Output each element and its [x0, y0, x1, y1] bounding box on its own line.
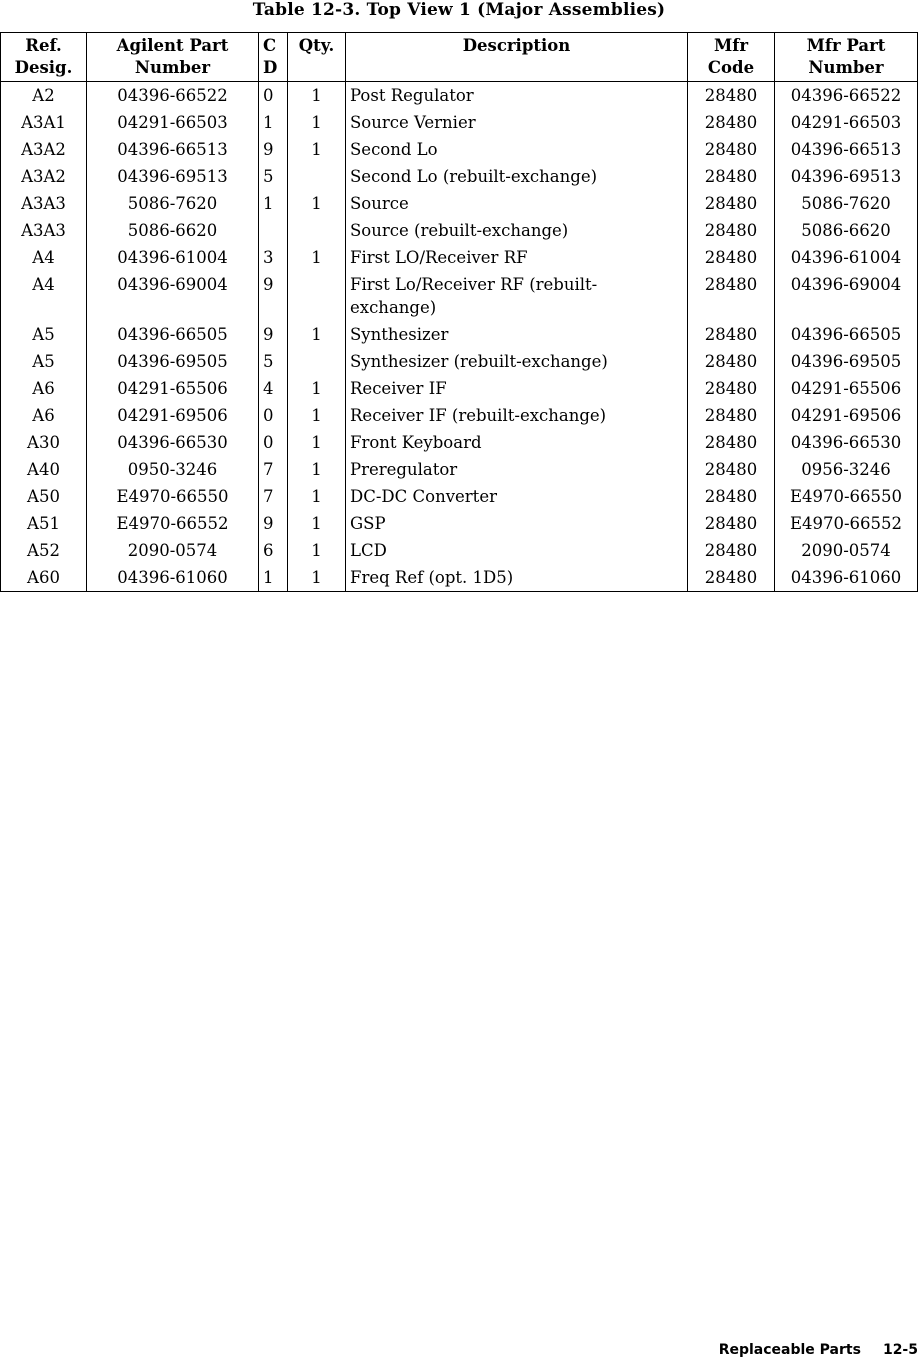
cell-mfr-part: 04396-61060 — [775, 564, 918, 592]
cell-ref: A40 — [27, 460, 60, 479]
cell-mfr-code: 28480 — [688, 375, 775, 402]
qty-header: Qty. — [298, 36, 335, 55]
cell-description: Synthesizer — [346, 321, 688, 348]
cell-ref: A52 — [27, 541, 60, 560]
cell-mfr-part: 04396-66513 — [775, 136, 918, 163]
cell-description: Preregulator — [346, 456, 688, 483]
cell-mfr-code: 28480 — [688, 109, 775, 136]
column-header-qty — [288, 33, 346, 82]
table-row — [1, 456, 918, 483]
cell-description: Source — [346, 190, 688, 217]
table-row — [1, 429, 918, 456]
cell-mfr-code: 28480 — [688, 321, 775, 348]
table-row — [1, 109, 918, 136]
column-header-mfr-code — [688, 33, 775, 82]
cell-description: First LO/Receiver RF — [346, 244, 688, 271]
cell-cd: 3 — [259, 244, 288, 271]
cell-part: 04396-61060 — [87, 564, 259, 592]
cell-cd: 0 — [259, 82, 288, 110]
cell-qty: 1 — [288, 321, 346, 348]
cell-mfr-code: 28480 — [688, 456, 775, 483]
cell-ref: A3A1 — [21, 113, 66, 132]
cell-mfr-part: 04396-69505 — [775, 348, 918, 375]
cell-mfr-part: 5086-6620 — [775, 217, 918, 244]
cell-qty: 1 — [288, 429, 346, 456]
cell-part: 04291-69506 — [87, 402, 259, 429]
cell-ref: A3A2 — [21, 167, 66, 186]
table-row — [1, 82, 918, 110]
cell-description: Second Lo — [346, 136, 688, 163]
cell-mfr-code: 28480 — [688, 190, 775, 217]
cell-cd: 1 — [259, 190, 288, 217]
mfr-code-header-line2: Code — [707, 58, 755, 77]
cell-part: 04396-69505 — [87, 348, 259, 375]
cd-header-line2: D — [263, 58, 278, 77]
column-header-agilent-part — [87, 33, 259, 82]
cell-mfr-part: 04291-65506 — [775, 375, 918, 402]
cell-cd: 1 — [259, 109, 288, 136]
table-row — [1, 217, 918, 244]
cell-qty: 1 — [288, 375, 346, 402]
cell-ref: A5 — [32, 352, 55, 371]
cell-cd: 0 — [259, 402, 288, 429]
ref-header-line2: Desig. — [14, 58, 73, 77]
cell-mfr-part: 0956-3246 — [775, 456, 918, 483]
cell-qty: 1 — [288, 564, 346, 592]
cell-cd — [259, 217, 288, 244]
cell-part: 04396-66513 — [87, 136, 259, 163]
cell-qty: 1 — [288, 402, 346, 429]
table-row — [1, 321, 918, 348]
table-row — [1, 375, 918, 402]
cell-description: Post Regulator — [346, 82, 688, 110]
cell-mfr-part: 2090-0574 — [775, 537, 918, 564]
cell-part: E4970-66550 — [87, 483, 259, 510]
cell-qty — [288, 348, 346, 375]
cell-mfr-code: 28480 — [688, 348, 775, 375]
cell-ref: A60 — [27, 568, 60, 587]
cell-cd: 0 — [259, 429, 288, 456]
cell-part: 04396-69513 — [87, 163, 259, 190]
table-row — [1, 244, 918, 271]
table-row — [1, 163, 918, 190]
cell-mfr-part: 04396-61004 — [775, 244, 918, 271]
cell-part: 04291-65506 — [87, 375, 259, 402]
cell-mfr-code: 28480 — [688, 82, 775, 110]
table-row — [1, 271, 918, 321]
table-row — [1, 348, 918, 375]
cell-mfr-code: 28480 — [688, 271, 775, 321]
cell-ref: A30 — [27, 433, 60, 452]
cell-qty: 1 — [288, 537, 346, 564]
cell-mfr-code: 28480 — [688, 217, 775, 244]
cell-qty: 1 — [288, 136, 346, 163]
agilent-header-line1: Agilent Part — [116, 36, 229, 55]
cell-part: 04396-66530 — [87, 429, 259, 456]
cell-cd: 5 — [259, 348, 288, 375]
cell-part: 04291-66503 — [87, 109, 259, 136]
table-row — [1, 402, 918, 429]
mfr-part-header-line2: Number — [808, 58, 884, 77]
cell-part: 04396-61004 — [87, 244, 259, 271]
cell-part: 04396-69004 — [87, 271, 259, 321]
cell-description: GSP — [346, 510, 688, 537]
cell-description: LCD — [346, 537, 688, 564]
cell-qty — [288, 163, 346, 190]
cell-description: DC-DC Converter — [346, 483, 688, 510]
table-title: Table 12-3. Top View 1 (Major Assemblies) — [252, 0, 666, 20]
column-header-cd — [259, 33, 288, 82]
cell-ref: A50 — [27, 487, 60, 506]
cell-mfr-part: 04396-66505 — [775, 321, 918, 348]
column-header-ref-desig — [1, 33, 87, 82]
cell-mfr-part: 04396-69513 — [775, 163, 918, 190]
cell-mfr-part: 04396-66530 — [775, 429, 918, 456]
cell-part: 2090-0574 — [87, 537, 259, 564]
description-header: Description — [462, 36, 571, 55]
cell-mfr-part: 04396-69004 — [775, 271, 918, 321]
cell-part: 04396-66505 — [87, 321, 259, 348]
cell-mfr-part: E4970-66552 — [775, 510, 918, 537]
cell-part: E4970-66552 — [87, 510, 259, 537]
table-row — [1, 564, 918, 592]
page-footer — [719, 1342, 918, 1358]
cell-ref: A51 — [27, 514, 60, 533]
cell-qty — [288, 217, 346, 244]
mfr-code-header-line1: Mfr — [713, 36, 749, 55]
cell-part: 5086-7620 — [87, 190, 259, 217]
cell-ref: A4 — [32, 275, 55, 294]
cell-mfr-code: 28480 — [688, 244, 775, 271]
cell-cd: 7 — [259, 483, 288, 510]
cell-qty: 1 — [288, 109, 346, 136]
column-header-description — [346, 33, 688, 82]
cell-part: 0950-3246 — [87, 456, 259, 483]
cell-qty: 1 — [288, 190, 346, 217]
table-row — [1, 537, 918, 564]
cell-ref: A3A2 — [21, 140, 66, 159]
cell-ref: A2 — [32, 86, 55, 105]
cell-description: First Lo/Receiver RF (rebuilt-exchange) — [346, 271, 688, 321]
cell-mfr-part: 04291-66503 — [775, 109, 918, 136]
cell-cd: 5 — [259, 163, 288, 190]
cell-mfr-part: E4970-66550 — [775, 483, 918, 510]
cd-header-line1: C — [263, 36, 277, 55]
cell-mfr-part: 04291-69506 — [775, 402, 918, 429]
column-header-mfr-part — [775, 33, 918, 82]
cell-qty: 1 — [288, 244, 346, 271]
cell-qty: 1 — [288, 456, 346, 483]
cell-mfr-code: 28480 — [688, 429, 775, 456]
cell-cd: 6 — [259, 537, 288, 564]
cell-description: Receiver IF — [346, 375, 688, 402]
cell-part: 5086-6620 — [87, 217, 259, 244]
mfr-part-header-line1: Mfr Part — [806, 36, 886, 55]
cell-cd: 4 — [259, 375, 288, 402]
cell-cd: 9 — [259, 271, 288, 321]
ref-header-line1: Ref. — [25, 36, 62, 55]
cell-description: Synthesizer (rebuilt-exchange) — [346, 348, 688, 375]
parts-table-body — [1, 82, 918, 592]
cell-cd: 9 — [259, 321, 288, 348]
cell-qty: 1 — [288, 510, 346, 537]
cell-mfr-code: 28480 — [688, 136, 775, 163]
cell-qty: 1 — [288, 483, 346, 510]
cell-cd: 9 — [259, 136, 288, 163]
cell-mfr-part: 5086-7620 — [775, 190, 918, 217]
cell-mfr-code: 28480 — [688, 510, 775, 537]
cell-description: Freq Ref (opt. 1D5) — [346, 564, 688, 592]
cell-qty: 1 — [288, 82, 346, 110]
cell-ref: A3A3 — [21, 194, 66, 213]
cell-mfr-code: 28480 — [688, 483, 775, 510]
cell-part: 04396-66522 — [87, 82, 259, 110]
cell-ref: A6 — [32, 379, 55, 398]
footer-page-number: 12-5 — [882, 1342, 918, 1358]
table-row — [1, 483, 918, 510]
cell-description: Source Vernier — [346, 109, 688, 136]
cell-description: Second Lo (rebuilt-exchange) — [346, 163, 688, 190]
cell-ref: A5 — [32, 325, 55, 344]
cell-ref: A6 — [32, 406, 55, 425]
cell-mfr-code: 28480 — [688, 402, 775, 429]
header-row — [1, 33, 918, 82]
cell-qty — [288, 271, 346, 321]
cell-description: Source (rebuilt-exchange) — [346, 217, 688, 244]
cell-mfr-code: 28480 — [688, 163, 775, 190]
cell-description: Receiver IF (rebuilt-exchange) — [346, 402, 688, 429]
cell-cd: 9 — [259, 510, 288, 537]
cell-mfr-code: 28480 — [688, 564, 775, 592]
agilent-header-line2: Number — [134, 58, 211, 77]
cell-ref: A3A3 — [21, 221, 66, 240]
cell-cd: 7 — [259, 456, 288, 483]
table-row — [1, 190, 918, 217]
cell-mfr-code: 28480 — [688, 537, 775, 564]
cell-cd: 1 — [259, 564, 288, 592]
parts-table — [0, 32, 918, 592]
cell-mfr-part: 04396-66522 — [775, 82, 918, 110]
table-row — [1, 510, 918, 537]
cell-description: Front Keyboard — [346, 429, 688, 456]
cell-ref: A4 — [32, 248, 55, 267]
table-row — [1, 136, 918, 163]
footer-section-title: Replaceable Parts — [718, 1342, 861, 1358]
